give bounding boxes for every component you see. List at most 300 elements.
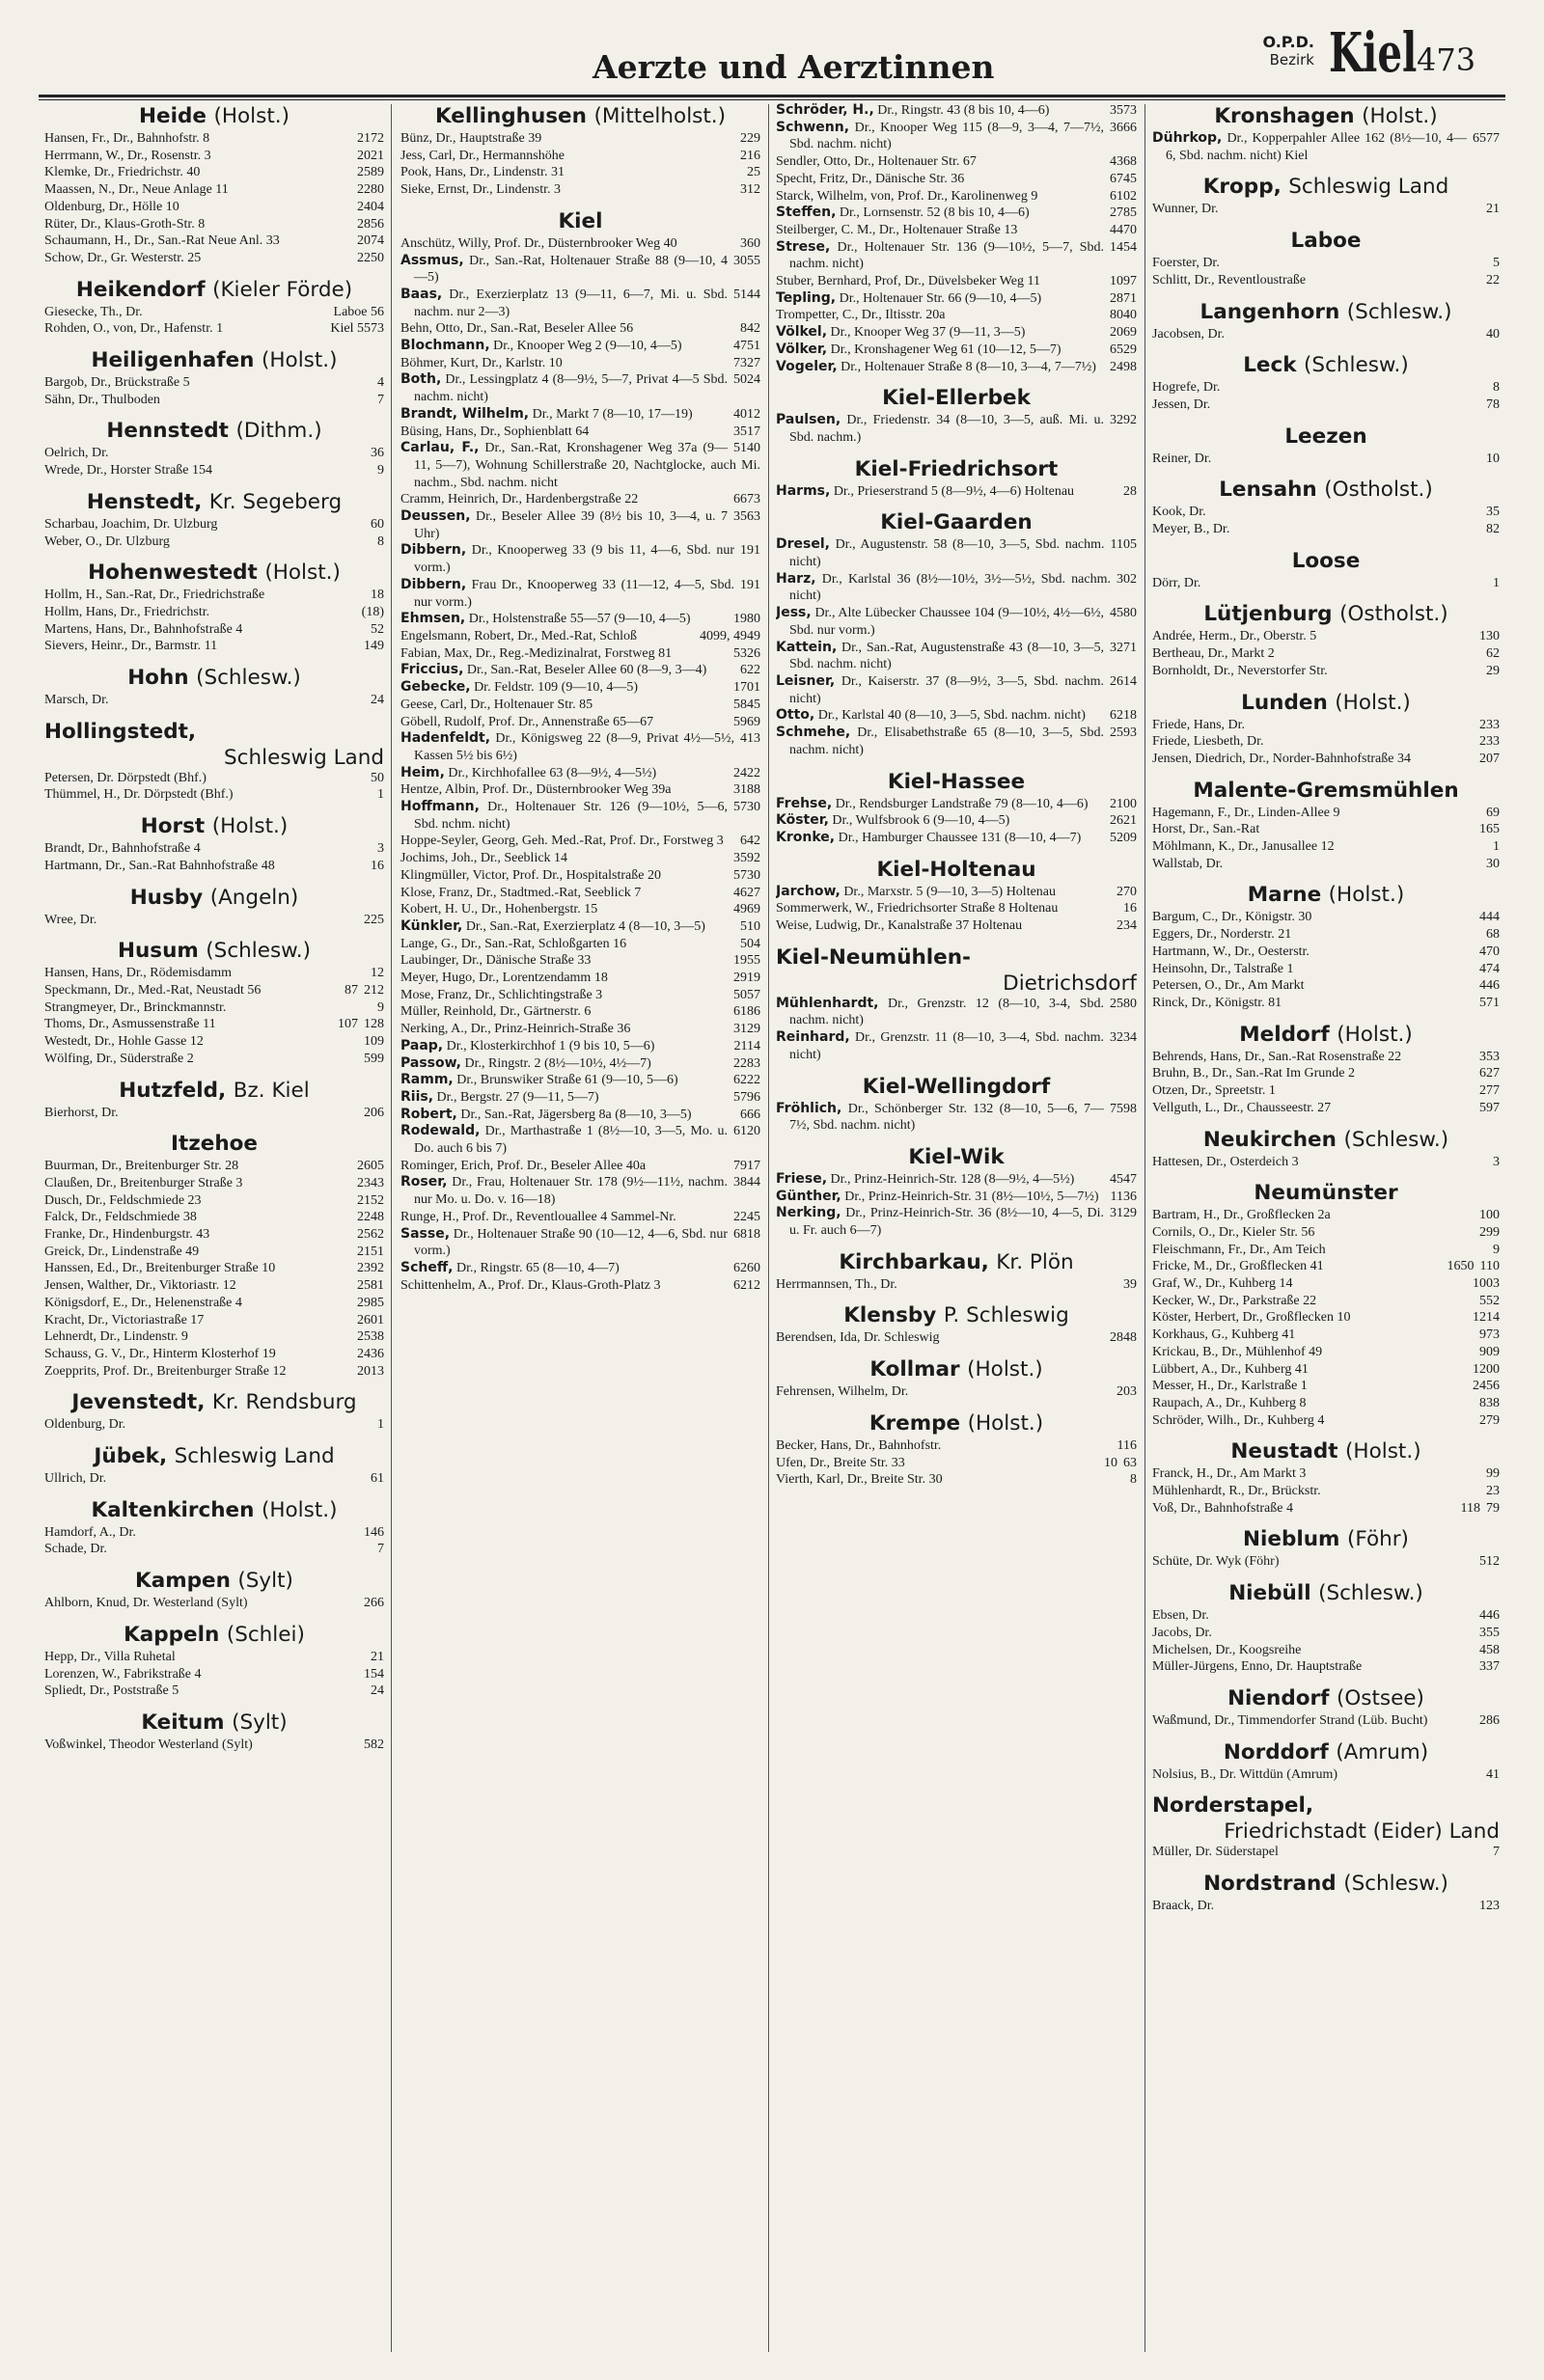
phone-number: 446 <box>1479 978 1500 994</box>
directory-entry <box>44 840 384 858</box>
place-name: Kiel-Ellerbek <box>882 386 1031 411</box>
entry-details: Michelsen, Dr., Koogsreihe <box>1152 1642 1302 1657</box>
phone-number: 286 <box>1479 1712 1500 1728</box>
phone-number: 510 <box>740 918 760 934</box>
entry-details: Friede, Hans, Dr. <box>1152 717 1246 732</box>
entry-details: Schittenhelm, A., Prof. Dr., Klaus-Groth-Platz 3 <box>400 1277 661 1293</box>
entry-details: Dr., Kaiserstr. 37 (8—9½, 3—5, Sbd. nachm. nicht) <box>789 673 1105 706</box>
entry-details: Cramm, Heinrich, Dr., Hardenbergstraße 22 <box>400 492 639 507</box>
entry-details: Oldenburg, Dr., Hölle 10 <box>44 199 179 214</box>
phone-number: 3 <box>1493 1154 1500 1169</box>
directory-entry <box>400 765 760 782</box>
place-name: Leezen <box>1284 424 1367 449</box>
phone-number: 1097 <box>1110 274 1137 289</box>
phone-number: 25 <box>747 165 760 180</box>
phone-number: 78 <box>1486 397 1500 412</box>
place-region: (Schlesw.) <box>206 939 312 964</box>
phone-number: 2848 <box>1110 1330 1137 1346</box>
entry-details: Schlitt, Dr., Reventloustraße <box>1152 272 1307 287</box>
place-heading-neukirchen <box>1152 1128 1500 1152</box>
phone-number: 302 <box>1117 571 1137 587</box>
entry-details: Graf, W., Dr., Kuhberg 14 <box>1152 1276 1293 1292</box>
phone-number: 10 <box>1486 451 1500 466</box>
place-name: Heide <box>139 104 207 128</box>
directory-entry <box>776 222 1137 239</box>
directory-entry <box>400 1158 760 1175</box>
directory-entry <box>1152 201 1500 218</box>
entry-details: Köster, Herbert, Dr., Großflecken 10 <box>1152 1310 1351 1326</box>
place-region: Kr. Plön <box>996 1249 1074 1274</box>
entry-details: Sievers, Heinr., Dr., Barmstr. 11 <box>44 639 218 654</box>
physician-name: Fröhlich, <box>776 1100 842 1116</box>
entry-details: Dr., Prinz-Heinrich-Str. 36 (8½—10, 4—5, Di. u. Fr. auch 6—7) <box>789 1206 1105 1239</box>
physician-name: Schmehe, <box>776 725 851 741</box>
phone-number: 9 <box>377 463 384 479</box>
directory-entry <box>1152 130 1500 164</box>
entry-details: Meyer, Hugo, Dr., Lorentzendamm 18 <box>400 971 608 986</box>
directory-entry <box>400 645 760 663</box>
place-heading-leck <box>1152 353 1500 377</box>
place-region: (Schlesw.) <box>1343 1127 1449 1152</box>
entry-details: Franck, H., Dr., Am Markt 3 <box>1152 1466 1307 1482</box>
directory-entry <box>44 621 384 639</box>
entry-details: Dr., Schönberger Str. 132 (8—10, 5—6, 7—7½, Sbd. nachm. nicht) <box>789 1101 1105 1134</box>
phone-number: 146 <box>364 1524 384 1540</box>
directory-entry <box>400 1277 760 1295</box>
physician-name: Deussen, <box>400 508 471 525</box>
phone-number: 3129 <box>1110 1206 1137 1221</box>
district-label <box>1254 33 1314 69</box>
directory-entry <box>44 1470 384 1488</box>
place-region: (Schlesw.) <box>1346 299 1452 324</box>
place-heading-kiel-holtenau <box>776 858 1137 882</box>
entry-details: Buurman, Dr., Breitenburger Str. 28 <box>44 1159 239 1174</box>
directory-entry <box>400 781 760 799</box>
entry-details: Frau Dr., Knooperweg 33 (11—12, 4—5, Sbd. nur vorm.) <box>414 577 735 610</box>
entry-details: Dr., Lornsenstr. 52 (8 bis 10, 4—6) <box>839 205 1030 221</box>
directory-entry <box>1152 909 1500 926</box>
district-city: Kiel <box>1329 21 1418 85</box>
phone-number: 2245 <box>733 1209 760 1224</box>
entry-details: Engelsmann, Robert, Dr., Med.-Rat, Schloß <box>400 628 637 643</box>
place-heading-kiel-friedrichsort <box>776 457 1137 481</box>
entry-details: Dr., Prieserstrand 5 (8—9½, 4—6) Holtenau <box>833 483 1075 499</box>
entry-details: Wallstab, Dr. <box>1152 856 1224 871</box>
physician-name: Schröder, H., <box>776 102 874 118</box>
phone-number: 82 <box>1486 522 1500 537</box>
entry-details: Lorenzen, W., Fabrikstraße 4 <box>44 1666 202 1682</box>
phone-number: 62 <box>1486 646 1500 662</box>
phone-number: 599 <box>364 1051 384 1066</box>
entry-details: Hansen, Hans, Dr., Rödemisdamm <box>44 966 233 981</box>
directory-entry <box>776 605 1137 639</box>
phone-number: 1105 <box>1110 537 1137 553</box>
directory-entry <box>44 982 384 999</box>
entry-details: Voß, Dr., Bahnhofstraße 4 <box>1152 1500 1293 1516</box>
directory-entry <box>44 199 384 216</box>
place-heading-langenhorn <box>1152 300 1500 324</box>
place-name: Lunden <box>1241 690 1328 715</box>
directory-entry <box>776 1029 1137 1063</box>
place-region: Kr. Segeberg <box>208 489 343 514</box>
place-heading-lensahn <box>1152 478 1500 502</box>
entry-details: Dr., Kirchhofallee 63 (8—9½, 4—5½) <box>448 765 657 780</box>
entry-details: Kracht, Dr., Victoriastraße 17 <box>44 1312 205 1327</box>
place-region: (Holst.) <box>1335 690 1411 715</box>
directory-entry <box>776 273 1137 290</box>
place-region: (Föhr) <box>1346 1527 1409 1552</box>
directory-entry <box>1152 1049 1500 1066</box>
physician-name: Mühlenhardt, <box>776 995 879 1011</box>
directory-entry <box>400 1021 760 1038</box>
physician-name: Ramm, <box>400 1072 454 1088</box>
place-heading-krempe <box>776 1411 1137 1436</box>
physician-name: Riis, <box>400 1088 434 1105</box>
directory-entry <box>44 786 384 804</box>
directory-entry <box>44 604 384 621</box>
entry-details: Nerking, A., Dr., Prinz-Heinrich-Straße 36 <box>400 1022 631 1037</box>
phone-number: 3292 <box>1110 413 1137 428</box>
directory-entry <box>400 320 760 338</box>
directory-entry <box>1152 521 1500 538</box>
entry-details: Thümmel, H., Dr. Dörpstedt (Bhf.) <box>44 787 234 803</box>
phone-number: 5057 <box>733 987 760 1002</box>
phone-number: 234 <box>1117 918 1137 934</box>
place-name: Niendorf <box>1227 1685 1330 1710</box>
phone-number: 4470 <box>1110 222 1137 237</box>
directory-entry <box>44 1105 384 1122</box>
entry-details: Dr., San.-Rat, Augustenstraße 43 (8—10, 3—5, Sbd. nachm. nicht) <box>789 640 1104 672</box>
physician-name: Hadenfeldt, <box>400 730 491 747</box>
phone-number: 266 <box>364 1596 384 1611</box>
directory-entry <box>776 1383 1137 1401</box>
phone-number: Laboe 56 <box>333 304 384 319</box>
entry-details: Fehrensen, Wilhelm, Dr. <box>776 1384 909 1400</box>
directory-entry <box>1152 821 1500 838</box>
phone-number: 4 <box>377 375 384 391</box>
entry-details: Müller-Jürgens, Enno, Dr. Hauptstraße <box>1152 1659 1363 1675</box>
entry-details: Sommerwerk, W., Friedrichsorter Straße 8 Holtenau <box>776 901 1059 916</box>
place-name: Hollingstedt, <box>44 719 197 744</box>
phone-number: 666 <box>740 1107 760 1122</box>
directory-entry <box>1152 1100 1500 1117</box>
place-name: Kropp, <box>1202 175 1282 200</box>
place-region: (Holst.) <box>261 1497 338 1522</box>
place-region: Schleswig Land <box>174 1444 335 1469</box>
entry-details: Rominger, Erich, Prof. Dr., Beseler Allee 40a <box>400 1158 647 1173</box>
place-name: Kiel-Gaarden <box>880 510 1033 535</box>
directory-entry <box>44 858 384 875</box>
directory-entry <box>400 440 760 491</box>
entry-details: Voßwinkel, Theodor Westerland (Sylt) <box>44 1737 253 1752</box>
entry-details: Bargob, Dr., Brückstraße 5 <box>44 375 190 391</box>
physician-name: Gebecke, <box>400 679 471 696</box>
directory-entry <box>44 462 384 479</box>
place-name: Niebüll <box>1228 1581 1311 1606</box>
phone-number: 5326 <box>733 645 760 661</box>
entry-details: Dr., Brunswiker Straße 61 (9—10, 5—6) <box>456 1073 678 1088</box>
directory-entry <box>400 164 760 181</box>
entry-details: Dr., Holtenauer Straße 8 (8—10, 3—4, 7—7½) <box>841 359 1096 374</box>
place-heading-itzehoe <box>44 1132 384 1156</box>
phone-number: 2152 <box>357 1192 384 1208</box>
place-region: (Holst.) <box>967 1357 1043 1382</box>
phone-number: 6218 <box>1110 708 1137 724</box>
place-heading-kropp <box>1152 175 1500 199</box>
directory-entry <box>776 102 1137 120</box>
place-heading-heiligenhafen <box>44 348 384 372</box>
directory-entry <box>400 730 760 764</box>
directory-entry <box>44 320 384 338</box>
physician-name: Günther, <box>776 1188 841 1204</box>
directory-entry <box>1152 1082 1500 1100</box>
phone-number: 5024 <box>733 372 760 388</box>
phone-number: 2589 <box>357 165 384 180</box>
physician-name: Brandt, Wilhelm, <box>400 405 530 422</box>
phone-number: 458 <box>1479 1642 1500 1657</box>
entry-details: Bornholdt, Dr., Neverstorfer Str. <box>1152 663 1328 678</box>
directory-entry <box>1152 1258 1500 1275</box>
entry-details: Dr., Knooper Weg 37 (9—11, 3—5) <box>830 325 1026 341</box>
entry-details: Schow, Dr., Gr. Westerstr. 25 <box>44 250 202 265</box>
entry-details: Krickau, B., Dr., Mühlenhof 49 <box>1152 1344 1323 1359</box>
phone-number: 216 <box>740 148 760 163</box>
directory-entry <box>776 917 1137 935</box>
directory-entry <box>776 1437 1137 1455</box>
entry-details: Fleischmann, Fr., Dr., Am Teich <box>1152 1242 1326 1257</box>
phone-number: 642 <box>740 834 760 849</box>
phone-number: 8040 <box>1110 308 1137 323</box>
entry-details: Waßmund, Dr., Timmendorfer Strand (Lüb. Bucht) <box>1152 1712 1428 1728</box>
directory-entry <box>400 850 760 867</box>
place-region: (Amrum) <box>1336 1739 1429 1764</box>
phone-number: 2100 <box>1110 796 1137 811</box>
place-heading-marne <box>1152 883 1500 907</box>
place-heading-norderstapel <box>1152 1793 1500 1818</box>
directory-entry <box>1152 838 1500 856</box>
directory-entry <box>776 412 1137 446</box>
directory-column-2 <box>400 102 760 2360</box>
phone-number: 50 <box>371 770 384 785</box>
entry-details: Dr., Knooperweg 33 (9 bis 11, 4—6, Sbd. nur vorm.) <box>414 543 735 576</box>
entry-details: Dr., Ringstr. 43 (8 bis 10, 4—6) <box>877 103 1050 118</box>
phone-number: 5140 <box>733 441 760 456</box>
directory-entry <box>400 1209 760 1226</box>
phone-number: 39 <box>1123 1276 1137 1292</box>
column-divider <box>391 104 392 2352</box>
directory-entry <box>400 1003 760 1021</box>
phone-number: 6222 <box>733 1073 760 1088</box>
phone-number: 233 <box>1479 734 1500 750</box>
place-heading-kiel-wik <box>776 1145 1137 1169</box>
physician-name: Heim, <box>400 764 445 780</box>
directory-entry <box>400 952 760 970</box>
entry-details: Ebsen, Dr. <box>1152 1608 1209 1624</box>
entry-details: Klemke, Dr., Friedrichstr. 40 <box>44 165 201 180</box>
phone-number: 9 <box>377 999 384 1015</box>
entry-details: Sähn, Dr., Thulboden <box>44 392 160 407</box>
place-heading-kollmar <box>776 1357 1137 1381</box>
place-region: (Holst.) <box>213 104 290 128</box>
place-name: Jübek, <box>94 1444 168 1469</box>
phone-number: 2283 <box>733 1055 760 1071</box>
entry-details: Specht, Fritz, Dr., Dänische Str. 36 <box>776 171 965 186</box>
directory-entry <box>44 1192 384 1210</box>
entry-details: Dr., Holstenstraße 55—57 (9—10, 4—5) <box>468 612 691 627</box>
directory-entry <box>400 1107 760 1124</box>
entry-details: Möhlmann, K., Dr., Janusallee 12 <box>1152 839 1335 855</box>
entry-details: Andrée, Herm., Dr., Oberstr. 5 <box>1152 629 1317 644</box>
entry-details: Dr., San.-Rat, Jägersberg 8a (8—10, 3—5) <box>460 1107 692 1122</box>
phone-number: 60 <box>371 516 384 532</box>
place-region: (Schlesw.) <box>1343 1872 1448 1897</box>
directory-entry <box>1152 1483 1500 1500</box>
phone-number: 41 <box>1486 1766 1500 1782</box>
entry-details: Brandt, Dr., Bahnhofstraße 4 <box>44 841 201 857</box>
place-heading-hohenwestedt <box>44 561 384 585</box>
physician-name: Dibbern, <box>400 576 467 592</box>
physician-name: Sasse, <box>400 1225 451 1242</box>
place-name: Kiel-Wellingdorf <box>862 1074 1051 1099</box>
place-name: Kiel-Neumühlen- <box>776 944 971 970</box>
phone-number: 7 <box>1493 1845 1500 1860</box>
entry-details: Schade, Dr. <box>44 1542 107 1557</box>
entry-details: Dr., Elisabethstraße 65 (8—10, 3—5, Sbd. nachm. nicht) <box>789 725 1105 757</box>
directory-entry <box>400 1089 760 1107</box>
entry-details: Steilberger, C. M., Dr., Holtenauer Straße 13 <box>776 222 1018 237</box>
entry-details: Müller, Reinhold, Dr., Gärtnerstr. 6 <box>400 1004 592 1020</box>
entry-details: Marsch, Dr. <box>44 693 109 708</box>
entry-details: Dr., Holtenauer Str. 136 (9—10½, 5—7, Sbd. nachm. nicht) <box>789 239 1104 272</box>
entry-details: Hattesen, Dr., Osterdeich 3 <box>1152 1154 1299 1169</box>
place-heading-juebek <box>44 1444 384 1468</box>
directory-entry <box>1152 1898 1500 1915</box>
entry-details: Ufen, Dr., Breite Str. 33 <box>776 1455 905 1470</box>
entry-details: Thoms, Dr., Asmussenstraße 11 <box>44 1017 216 1032</box>
phone-number: 842 <box>740 321 760 337</box>
place-name: Leck <box>1243 353 1297 378</box>
entry-details: Wrede, Dr., Horster Straße 154 <box>44 463 212 479</box>
place-name: Malente-Gremsmühlen <box>1193 778 1459 803</box>
place-name: Kiel-Holtenau <box>876 857 1036 882</box>
phone-number: 7 <box>377 392 384 407</box>
entry-details: Giesecke, Th., Dr. <box>44 304 143 319</box>
physician-name: Assmus, <box>400 252 464 268</box>
place-name: Henstedt, <box>86 489 203 514</box>
phone-number: 413 <box>740 731 760 747</box>
place-name: Horst <box>140 814 206 839</box>
directory-entry <box>776 707 1137 725</box>
directory-entry <box>1152 751 1500 768</box>
phone-number: 4547 <box>1110 1171 1137 1187</box>
phone-number: 2013 <box>357 1363 384 1379</box>
entry-details: Dr., Beseler Allee 39 (8½ bis 10, 3—4, u. 7 Uhr) <box>414 509 728 541</box>
phone-number: 337 <box>1479 1659 1500 1675</box>
directory-entry <box>776 1329 1137 1347</box>
entry-details: Dusch, Dr., Feldschmiede 23 <box>44 1192 202 1208</box>
physician-name: Dibbern, <box>400 542 467 559</box>
directory-entry <box>776 171 1137 188</box>
column-divider <box>1144 104 1145 2352</box>
entry-details: Strangmeyer, Dr., Brinckmannstr. <box>44 999 227 1015</box>
phone-number: 2562 <box>357 1227 384 1243</box>
entry-details: Bierhorst, Dr. <box>44 1105 119 1120</box>
phone-number: 4627 <box>733 885 760 900</box>
place-heading-niebuell <box>1152 1581 1500 1605</box>
directory-entry <box>776 1205 1137 1239</box>
phone-number: 1454 <box>1110 239 1137 255</box>
phone-number: 622 <box>740 663 760 678</box>
place-name: Kampen <box>135 1569 231 1594</box>
place-region: (Holst.) <box>1362 104 1438 128</box>
physician-name: Carlau, F., <box>400 440 480 456</box>
phone-number: 8 <box>1493 380 1500 396</box>
entry-details: Ahlborn, Knud, Dr. Westerland (Sylt) <box>44 1596 248 1611</box>
phone-number: 6186 <box>733 1004 760 1020</box>
directory-entry <box>1152 1154 1500 1171</box>
directory-entry <box>776 359 1137 376</box>
place-heading-keitum <box>44 1710 384 1735</box>
directory-entry <box>1152 1309 1500 1327</box>
phone-number: 79 <box>1486 1500 1500 1516</box>
place-name: Langenhorn <box>1199 299 1340 324</box>
physician-name: Paulsen, <box>776 412 841 428</box>
directory-entry <box>1152 961 1500 978</box>
place-name: Klensby <box>843 1303 937 1328</box>
phone-number: 28 <box>1123 483 1137 499</box>
place-region: (Dithm.) <box>235 419 322 444</box>
physician-name: Otto, <box>776 707 815 724</box>
place-region: (Holst.) <box>1345 1439 1421 1464</box>
directory-entry <box>1152 1712 1500 1730</box>
directory-entry <box>44 1209 384 1226</box>
phone-number: 6260 <box>733 1261 760 1275</box>
place-name: Kiel <box>558 208 603 233</box>
place-name: Itzehoe <box>170 1132 259 1157</box>
entry-details: Dr., Augustenstr. 58 (8—10, 3—5, Sbd. nachm. nicht) <box>789 537 1105 570</box>
directory-column-1 <box>44 102 384 2360</box>
place-region-line: Dietrichsdorf <box>1003 971 1137 996</box>
directory-entry <box>44 374 384 392</box>
directory-entry <box>400 611 760 628</box>
place-region: (Holst.) <box>211 814 289 839</box>
phone-number: 40 <box>1486 326 1500 342</box>
directory-entry <box>44 1737 384 1754</box>
directory-entry <box>1152 1224 1500 1242</box>
entry-details: Horst, Dr., San.-Rat <box>1152 822 1260 837</box>
directory-entry <box>44 181 384 199</box>
phone-number: 23 <box>1486 1484 1500 1499</box>
phone-number: 5845 <box>733 697 760 712</box>
phone-number: 270 <box>1117 884 1137 899</box>
phone-number: 582 <box>364 1737 384 1752</box>
page-header <box>0 21 1544 95</box>
phone-number: 1955 <box>733 953 760 969</box>
phone-number: 52 <box>371 621 384 637</box>
entry-details: Mühlenhardt, R., Dr., Brückstr. <box>1152 1484 1321 1499</box>
directory-entry <box>44 692 384 709</box>
phone-number: 118 <box>1460 1500 1480 1516</box>
place-name: Husby <box>129 885 204 910</box>
phone-number: 116 <box>1117 1437 1137 1453</box>
directory-entry <box>400 287 760 320</box>
directory-entry <box>400 1123 760 1157</box>
directory-entry <box>776 571 1137 605</box>
phone-number: 2871 <box>1110 290 1137 306</box>
phone-number: 68 <box>1486 927 1500 943</box>
entry-details: Schauss, G. V., Dr., Hinterm Klosterhof 19 <box>44 1346 276 1361</box>
entry-details: Dr., San.-Rat, Kronshagener Weg 37a (9—11, 5—7), Wohnung Schillerstraße 20, Nachtglocke, auch Mi. nachm., Sbd. nachm. nicht <box>414 441 760 490</box>
